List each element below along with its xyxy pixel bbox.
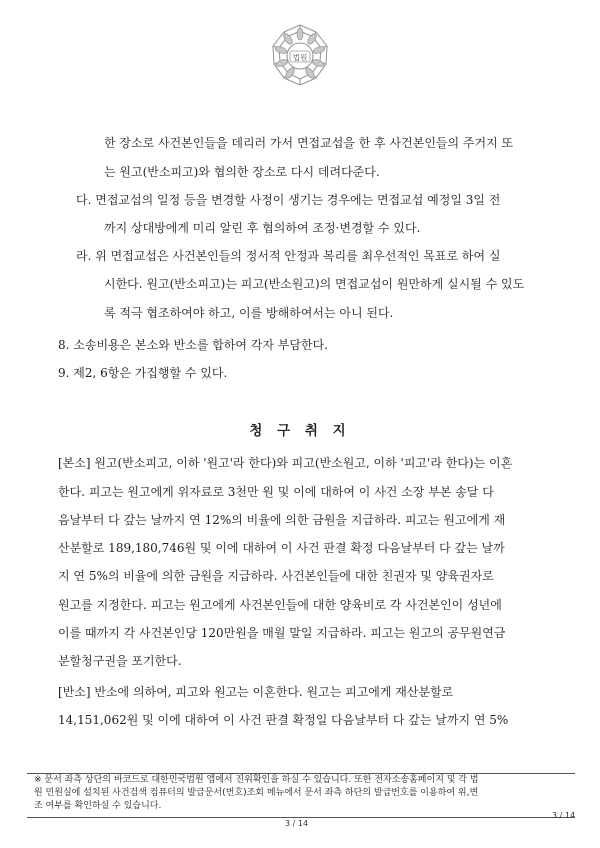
claim-line-4: 산분할로 189,180,746원 및 이에 대하여 이 사건 판결 확정 다음날부터 다 갚는 날까 — [58, 541, 505, 555]
claim-line-2: 한다. 피고는 원고에게 위자료로 3천만 원 및 이에 대하여 이 사건 소장 부본 송달 다 — [58, 485, 494, 499]
court-emblem-logo — [266, 22, 334, 90]
claim-line-8: 분할청구권을 포기한다. — [58, 654, 182, 668]
item-ra-line-2: 시한다. 원고(반소피고)는 피고(반소원고)의 면접교섭이 원만하게 실시될 수 있도 — [104, 277, 525, 291]
claim-line-1: [본소] 원고(반소피고, 이하 '원고'라 한다)와 피고(반소원고, 이하 '피고'라 한다)는 이혼 — [58, 456, 513, 470]
body-line-1: 한 장소로 사건본인들을 데리러 가서 면접교섭을 한 후 사건본인들의 주거지 또 — [104, 136, 514, 150]
item-ra-line-3: 록 적극 협조하여야 하고, 이를 방해하여서는 아니 된다. — [104, 306, 394, 320]
footer-note-line-3: 조 여부를 확인하실 수 있습니다. — [34, 801, 162, 811]
item-da-line-2: 까지 상대방에게 미리 알린 후 협의하여 조정·변경할 수 있다. — [104, 221, 421, 235]
footer-note-line-1: ※ 문서 좌측 상단의 바코드로 대한민국법원 앱에서 진위확인을 하실 수 있습니다. 또한 전자소송홈페이지 및 각 법 — [34, 775, 479, 785]
claim-line-3: 음날부터 다 갚는 날까지 연 12%의 비율에 의한 금원을 지급하라. 피고는 원고에게 재 — [58, 513, 506, 527]
counterclaim-line-1: [반소] 반소에 의하여, 피고와 원고는 이혼한다. 원고는 피고에게 재산분할로 — [58, 685, 454, 699]
body-line-2: 는 원고(반소피고)와 협의한 장소로 다시 데려다준다. — [104, 165, 380, 179]
page-number-right: 3 / 14 — [552, 811, 576, 820]
emblem-text: 법원 — [292, 53, 308, 62]
item-9: 9. 제2, 6항은 가집행할 수 있다. — [58, 366, 228, 380]
item-da-line-1: 다. 면접교섭의 일정 등을 변경할 사정이 생기는 경우에는 면접교섭 예정일 3일 전 — [76, 193, 501, 207]
claim-line-5: 지 연 5%의 비율에 의한 금원을 지급하라. 사건본인들에 대한 친권자 및 양육권자로 — [58, 569, 494, 583]
item-8: 8. 소송비용은 본소와 반소를 합하여 각자 부담한다. — [58, 338, 328, 352]
item-ra-line-1: 라. 위 면접교섭은 사건본인들의 정서적 안정과 복리를 최우선적인 목표로 하여 실 — [76, 249, 501, 263]
claim-line-6: 원고를 지정한다. 피고는 원고에게 사건본인들에 대한 양육비로 각 사건본인이 성년에 — [58, 598, 502, 612]
section-heading: 청 구 취 지 — [249, 423, 351, 439]
counterclaim-line-2: 14,151,062원 및 이에 대하여 이 사건 판결 확정일 다음날부터 다 갚는 날까지 연 5% — [58, 713, 509, 727]
footer-note-line-2: 원 민원실에 설치된 사건검색 컴퓨터의 발급문서(번호)조회 메뉴에서 문서 좌측 하단의 발급번호를 이용하여 위,변 — [34, 788, 479, 798]
page-number-center: 3 / 14 — [285, 819, 309, 828]
claim-line-7: 이를 때까지 각 사건본인당 120만원을 매월 말일 지급하라. 피고는 원고의 공무원연금 — [58, 626, 506, 640]
